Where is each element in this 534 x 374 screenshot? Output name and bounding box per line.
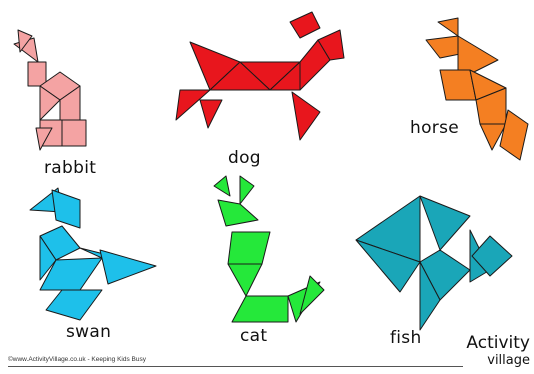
horse-tangram bbox=[426, 18, 528, 160]
logo-line-1: Activity bbox=[466, 333, 530, 353]
fish-tangram bbox=[356, 196, 512, 330]
activity-village-logo bbox=[466, 333, 532, 373]
horse-label: horse bbox=[410, 118, 459, 138]
rabbit-tangram bbox=[14, 30, 86, 150]
cat-tangram bbox=[214, 176, 324, 322]
dog-tangram bbox=[176, 12, 344, 140]
swan-tangram bbox=[30, 188, 156, 320]
footer-divider bbox=[8, 366, 463, 367]
logo-line-2: village bbox=[487, 353, 530, 368]
dog-label: dog bbox=[228, 148, 261, 168]
swan-label: swan bbox=[66, 322, 112, 342]
copyright-text: ©www.ActivityVillage.co.uk - Keeping Kids Busy bbox=[8, 356, 146, 363]
rabbit-label: rabbit bbox=[44, 158, 97, 178]
cat-label: cat bbox=[240, 326, 268, 346]
fish-label: fish bbox=[390, 328, 422, 348]
